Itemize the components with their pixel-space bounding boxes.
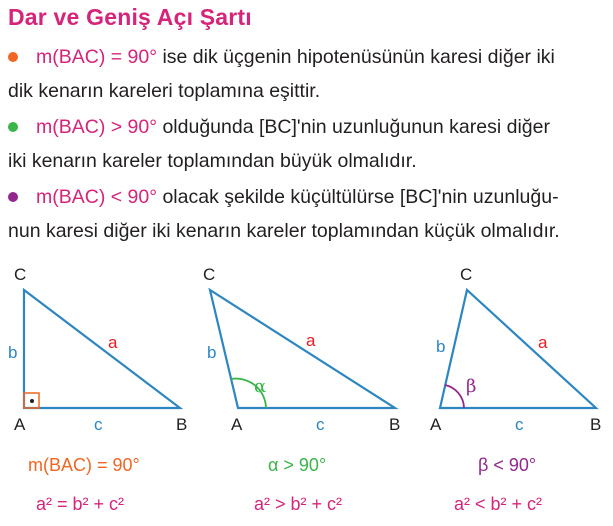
beta-arc-icon (445, 385, 464, 408)
bullet-text-line2: dik kenarın kareleri toplamına eşittir. (8, 80, 321, 102)
bullet-condition: m(BAC) < 90° (36, 186, 158, 208)
right-angle-condition: m(BAC) = 90° (28, 455, 140, 475)
angle-beta-label: β (466, 376, 477, 397)
vertex-c-label: C (460, 265, 473, 284)
green-bullet-icon (8, 122, 18, 132)
bullet-text-line2: nun karesi diğer iki kenarın kareler toplamından küçük olmalıdır. (8, 220, 560, 242)
acute-angle-formula: a² < b² + c² (454, 494, 543, 514)
vertex-a-label: A (231, 415, 243, 434)
side-a-label: a (306, 331, 316, 350)
side-b-label: b (8, 343, 18, 362)
side-c-label: c (316, 415, 325, 434)
bullet-acute-angle (8, 180, 608, 248)
right-angle-formula: a² = b² + c² (36, 494, 125, 514)
orange-bullet-icon (8, 52, 18, 62)
bullet-text-line1: olacak şekilde küçültülürse [BC]'nin uzunluğu- (157, 186, 559, 208)
bullet-text-line1: ise dik üçgenin hipotenüsünün karesi diğer iki (157, 46, 555, 68)
side-c-label: c (515, 415, 524, 434)
acute-triangle (430, 265, 601, 434)
acute-angle-condition: β < 90° (478, 455, 537, 475)
bullet-text-line1: olduğunda [BC]'nin uzunluğunun karesi diğer (157, 116, 550, 138)
right-angle-dot-icon (30, 399, 34, 403)
right-triangle-shape (24, 290, 180, 408)
vertex-c-label: C (14, 265, 27, 284)
bullet-condition: m(BAC) > 90° (36, 116, 158, 138)
side-b-label: b (436, 337, 446, 356)
right-triangle (8, 265, 187, 434)
bullet-text-line2: iki kenarın kareler toplamından büyük olmalıdır. (8, 150, 417, 172)
vertex-c-label: C (203, 265, 216, 284)
obtuse-triangle-shape (210, 290, 395, 408)
side-a-label: a (108, 333, 118, 352)
obtuse-angle-condition: α > 90° (268, 455, 327, 475)
vertex-b-label: B (590, 415, 602, 434)
side-c-label: c (94, 415, 103, 434)
vertex-a-label: A (430, 415, 442, 434)
obtuse-angle-formula: a² > b² + c² (254, 494, 343, 514)
bullet-condition: m(BAC) = 90° (36, 46, 158, 68)
page-title: Dar ve Geniş Açı Şartı (8, 4, 252, 30)
purple-bullet-icon (8, 192, 18, 202)
vertex-b-label: B (389, 415, 401, 434)
bullet-right-angle (8, 40, 608, 108)
vertex-a-label: A (14, 415, 26, 434)
bullet-obtuse-angle (8, 110, 608, 178)
obtuse-triangle (203, 265, 400, 434)
side-b-label: b (207, 343, 217, 362)
triangle-diagrams (0, 258, 613, 448)
vertex-b-label: B (176, 415, 188, 434)
side-a-label: a (538, 333, 548, 352)
acute-triangle-shape (440, 290, 596, 408)
angle-alpha-label: α (254, 376, 267, 397)
